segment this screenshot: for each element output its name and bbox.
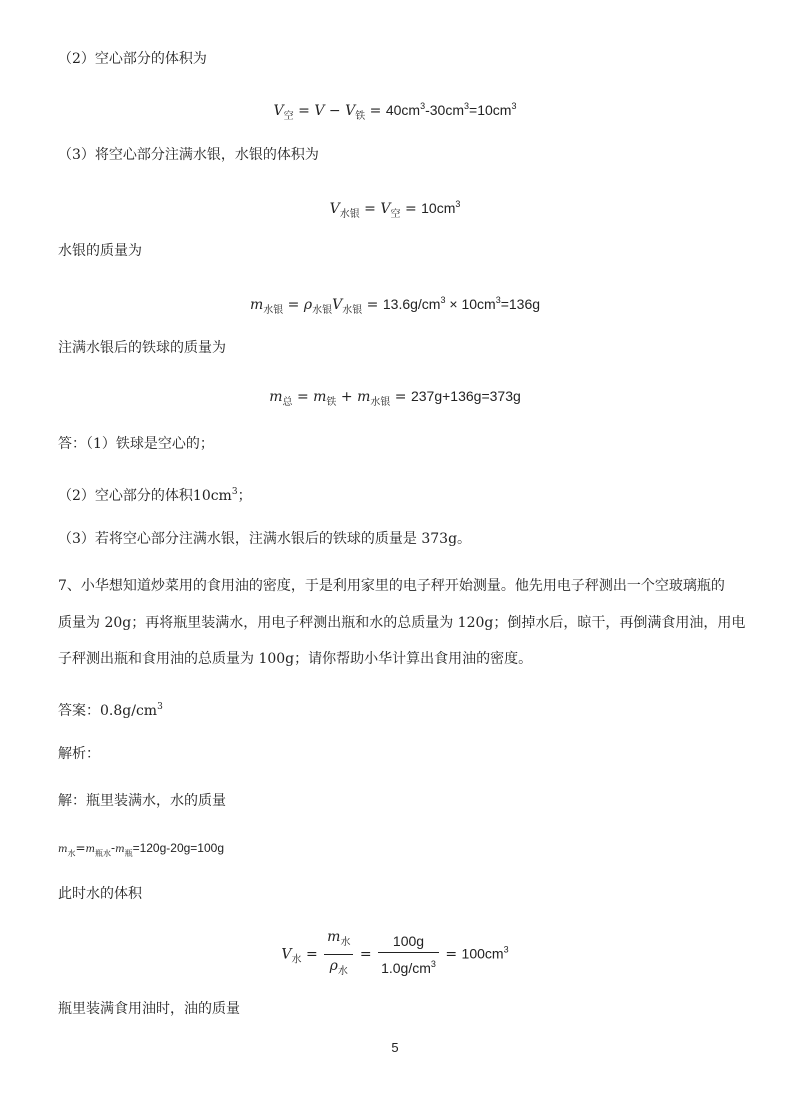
text-line: 解：瓶里装满水，水的质量 (58, 793, 226, 809)
text-line: 答：（1）铁球是空心的； (58, 436, 214, 452)
equation-total-mass: $m_总 = m_铁 + m_{水银} = 237g+136g=373g$ (269, 388, 521, 408)
equation-hollow-volume: $V_空 = V - V_铁 = 40cm^3-30cm^3=10cm^3$ (273, 101, 517, 122)
question-7-line: 子秤测出瓶和食用油的总质量为 100g；请你帮助小华计算出食用油的密度。 (58, 651, 533, 667)
fraction: $\frac{100g}{1.0g/cm^3}$ (378, 932, 439, 978)
equation-water-volume: $V_水$ = $\frac{m_水}{\rho_水}$ = $\frac{100g}{1.0g/cm^3}$ = $100cm^3$ (0, 928, 790, 981)
question-7-line: 质量为 20g；再将瓶里装满水，用电子秤测出瓶和水的总质量为 120g；倒掉水后，晾干，再倒满食用油，用电 (58, 615, 746, 631)
text-line: （2）空心部分的体积$10cm^3$； (58, 487, 252, 504)
text-line: 注满水银后的铁球的质量为 (58, 340, 226, 356)
text-line: （2）空心部分的体积为 (58, 51, 207, 67)
answer: 答案：$0.8g/cm^3$ (58, 702, 163, 719)
equation-mercury-volume: $V_{水银} = V_空 = 10cm^3$ (329, 199, 461, 220)
analysis-label: 解析： (58, 746, 100, 762)
text-line: 此时水的体积 (58, 886, 142, 902)
equation-mercury-mass: $m_{水银} = \rho_{水银}V_{水银} = 13.6g/cm^3 \times 10cm^3=136g$ (249, 295, 541, 316)
text-line: 瓶里装满食用油时，油的质量 (58, 1001, 240, 1017)
page-number: 5 (391, 1040, 399, 1055)
equation-water-mass: $m_水=m_{瓶水}-m_瓶=120g-20g=100g$ (58, 841, 225, 858)
text-line: （3）将空心部分注满水银，水银的体积为 (58, 147, 319, 163)
text-line: 水银的质量为 (58, 243, 142, 259)
text-line: （3）若将空心部分注满水银，注满水银后的铁球的质量是 373g。 (58, 531, 472, 547)
fraction: $\frac{m_水}{\rho_水}$ (324, 928, 353, 981)
question-7-line: 7、小华想知道炒菜用的食用油的密度，于是利用家里的电子秤开始测量。他先用电子秤测出一个空玻璃瓶的 (58, 578, 725, 594)
